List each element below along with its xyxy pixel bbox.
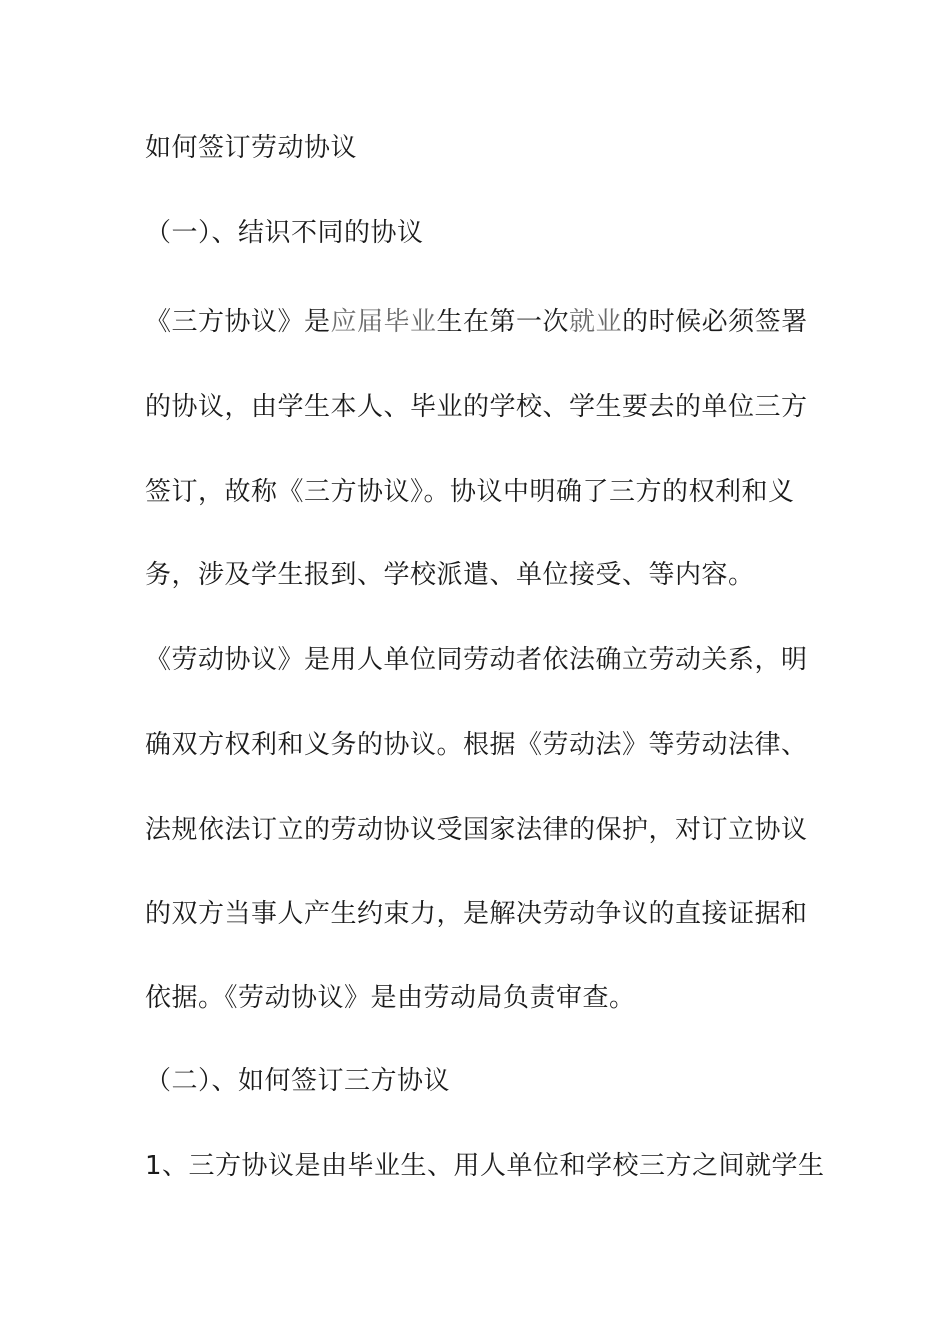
paragraph-2-line-3: 法规依法订立的劳动协议受国家法律的保护，对订立协议 [145,815,808,845]
paragraph-1-line-1 [145,305,815,339]
highlighted-term: 应届毕业 [330,307,437,337]
text-run: 《三方协议》是 [145,307,331,337]
paragraph-2-line-1: 《劳动协议》是用人单位同劳动者依法确立劳动关系，明 [145,645,808,675]
paragraph-1-line-3: 签订，故称《三方协议》。协议中明确了三方的权利和义 [145,477,795,507]
list-item-1: 1、三方协议是由毕业生、用人单位和学校三方之间就学生 [145,1151,825,1181]
paragraph-2-line-4: 的双方当事人产生约束力，是解决劳动争议的直接证据和 [145,899,808,929]
section-heading-1: （一）、结识不同的协议 [145,218,424,248]
section-heading-2: （二）、如何签订三方协议 [145,1066,451,1096]
highlighted-term: 就业 [569,307,623,337]
paragraph-2-line-2: 确双方权利和义务的协议。根据《劳动法》等劳动法律、 [145,730,808,760]
text-run: 生在第一次 [436,307,570,337]
document-title: 如何签订劳动协议 [145,133,358,163]
text-run: 的时候必须签署 [622,307,808,337]
paragraph-1-line-4: 务，涉及学生报到、学校派遣、单位接受、等内容。 [145,560,755,590]
paragraph-1-line-2: 的协议，由学生本人、毕业的学校、学生要去的单位三方 [145,392,808,422]
paragraph-2-line-5: 依据。《劳动协议》是由劳动局负责审查。 [145,983,636,1013]
